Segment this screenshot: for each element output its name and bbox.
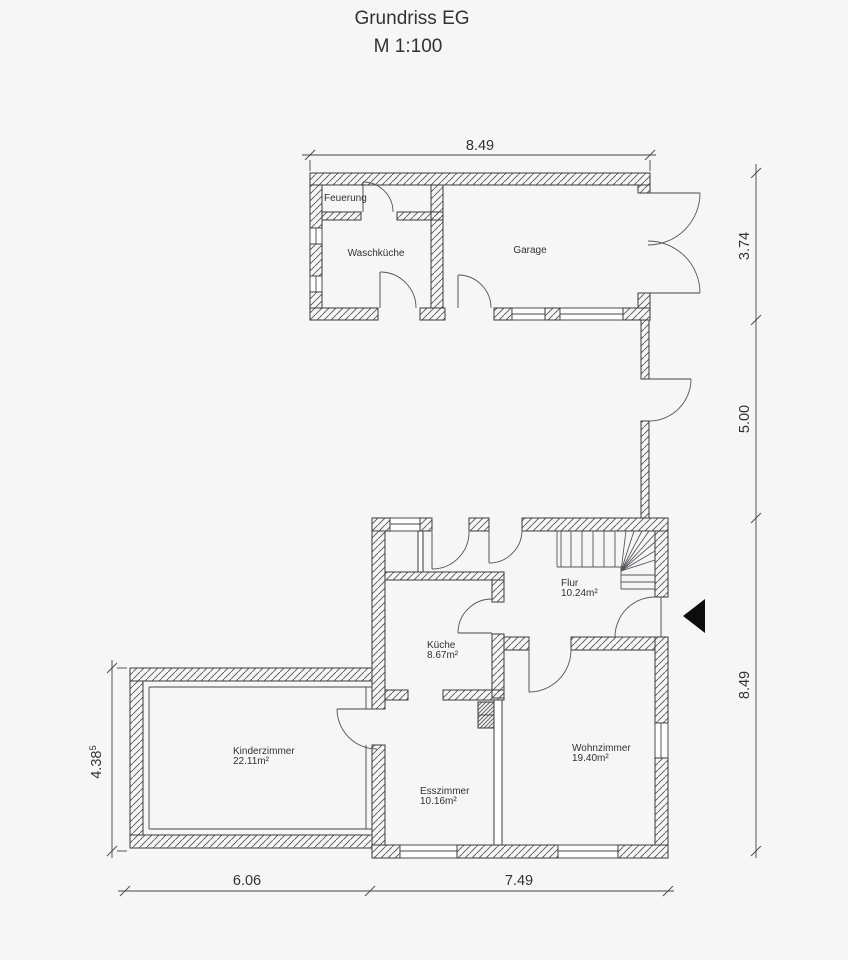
esszimmer-wohnzimmer-partition: [494, 700, 502, 845]
window: [655, 723, 668, 758]
window: [558, 845, 618, 858]
room-label-waschkueche: Waschküche: [347, 248, 405, 259]
scale-label: M 1:100: [373, 36, 443, 57]
dimension-annex-depth: [88, 660, 127, 858]
room-label-wohnzimmer: Wohnzimmer: [572, 743, 631, 754]
entrance-arrow-icon: [683, 599, 705, 633]
room-area-esszimmer: 10.16m²: [420, 796, 457, 807]
waschkueche-door: [380, 272, 416, 308]
room-area-kueche: 8.67m²: [427, 650, 459, 661]
feuerung-door: [363, 182, 393, 212]
room-label-garage: Garage: [513, 245, 547, 256]
wc-room-wall: [418, 531, 423, 572]
kinderzimmer-door: [337, 709, 383, 749]
dim-value-house-width: 7.49: [504, 873, 534, 889]
room-label-kinderzimmer: Kinderzimmer: [233, 746, 295, 757]
window: [390, 518, 420, 531]
garage-door: [458, 275, 491, 308]
dim-value-annex-depth: 4.38$^5$: [88, 745, 105, 779]
wohnzimmer-door: [529, 650, 571, 692]
dim-value-garage-width: 8.49: [465, 138, 495, 154]
kueche-door: [458, 599, 492, 633]
back-entrance-door: [489, 530, 522, 563]
title-block: [354, 8, 469, 57]
room-label-esszimmer: Esszimmer: [420, 786, 470, 797]
dim-value-garage-depth: 3.74: [737, 231, 753, 261]
room-area-wohnzimmer: 19.40m²: [572, 753, 609, 764]
wc-door: [432, 532, 469, 569]
room-area-kinderzimmer: 22.11m²: [233, 756, 269, 767]
room-label-feuerung: Feuerung: [324, 193, 367, 204]
window: [400, 845, 457, 858]
dim-value-courtyard-depth: 5.00: [737, 404, 753, 434]
page-title: Grundriss EG: [354, 8, 470, 29]
room-area-flur: 10.24m²: [561, 588, 598, 599]
main-entrance-door: [615, 597, 661, 637]
garage-double-gate-door: [648, 193, 700, 293]
dimension-garage-width: [302, 138, 656, 171]
dim-value-annex-width: 6.06: [232, 873, 262, 889]
dimension-bottom-chain: [118, 873, 674, 896]
dim-value-house-depth: 8.49: [737, 670, 753, 700]
courtyard-wall: [641, 320, 649, 518]
courtyard-gate: [649, 379, 691, 421]
room-label-flur: Flur: [561, 578, 579, 589]
dimension-right-chain: [737, 164, 761, 858]
room-label-kueche: Küche: [427, 640, 456, 651]
